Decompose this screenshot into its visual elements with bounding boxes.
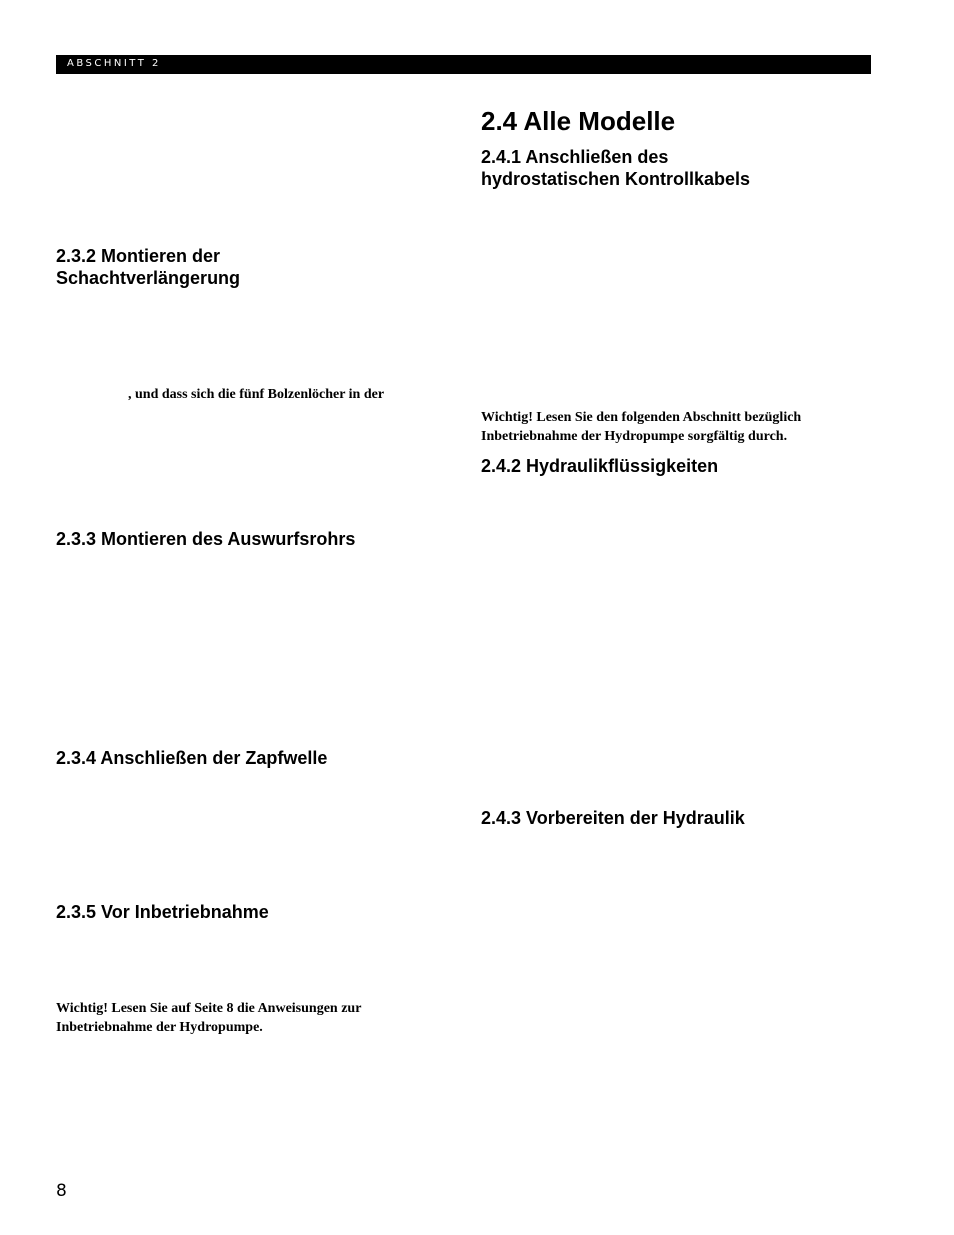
heading-2-3-4: 2.3.4 Anschließen der Zapfwelle <box>56 748 328 768</box>
note-2-3-5-line1: Wichtig! Lesen Sie auf Seite 8 die Anweisungen zur <box>56 1001 362 1016</box>
note-2-3-5-line2: Inbetriebnahme der Hydropumpe. <box>56 1020 263 1035</box>
heading-2-4-1-line1: 2.4.1 Anschließen des <box>481 147 669 167</box>
heading-2-4: 2.4 Alle Modelle <box>481 106 676 136</box>
fragment-text: , und dass sich die fünf Bolzenlöcher in der <box>128 387 385 402</box>
heading-2-3-2-line1: 2.3.2 Montieren der <box>56 246 221 266</box>
section-label: ABSCHNITT 2 <box>67 58 161 69</box>
note-2-4-1-line2: Inbetriebnahme der Hydropumpe sorgfältig durch. <box>481 429 788 444</box>
page-number: 8 <box>56 1181 67 1201</box>
heading-2-4-2: 2.4.2 Hydraulikflüssigkeiten <box>481 456 719 476</box>
heading-2-3-2 <box>56 245 240 289</box>
heading-2-3-3: 2.3.3 Montieren des Auswurfsrohrs <box>56 529 356 549</box>
note-2-4-1-line1: Wichtig! Lesen Sie den folgenden Abschnitt bezüglich <box>481 410 802 425</box>
heading-2-4-3: 2.4.3 Vorbereiten der Hydraulik <box>481 808 745 828</box>
heading-2-3-5: 2.3.5 Vor Inbetriebnahme <box>56 902 269 922</box>
section-header-bar <box>56 55 871 74</box>
note-2-4-1 <box>481 408 801 446</box>
note-2-3-5 <box>56 999 361 1037</box>
heading-2-4-1-line2: hydrostatischen Kontrollkabels <box>481 169 751 189</box>
heading-2-4-1 <box>481 146 750 190</box>
heading-2-3-2-line2: Schachtverlängerung <box>56 268 241 288</box>
